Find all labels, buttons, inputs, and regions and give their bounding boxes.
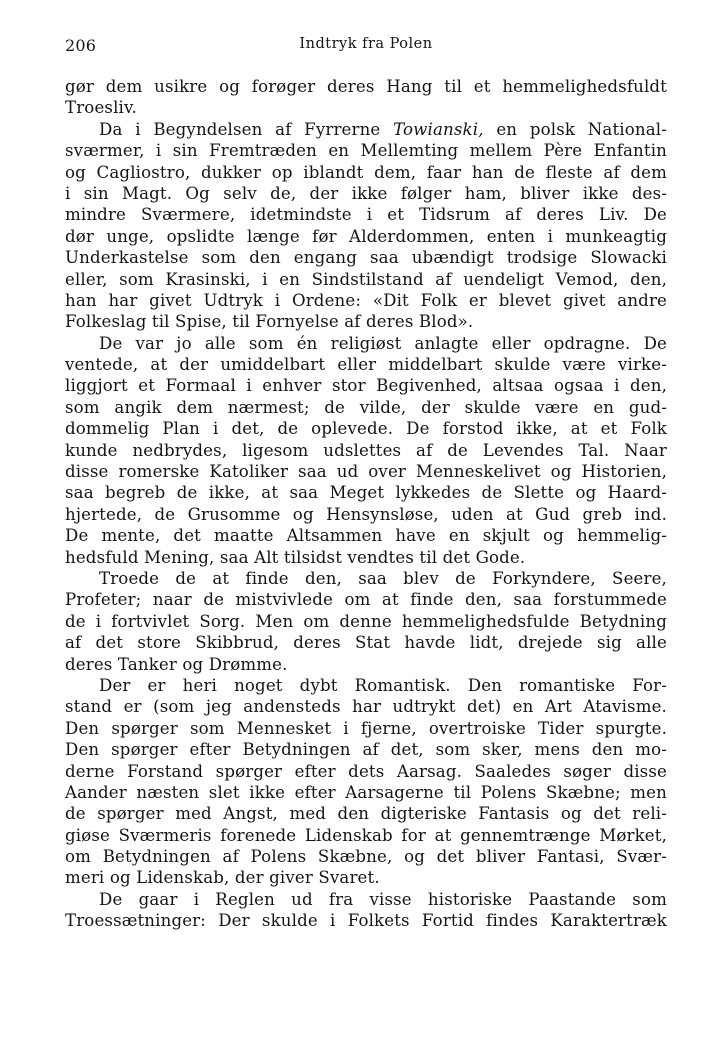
text-line: saa begreb de ikke, at saa Meget lykkedes de Slette og Haard- (65, 483, 667, 503)
text-line: Underkastelse som den engang saa ubændigt trodsige Slowacki (65, 248, 667, 268)
text-line: de i fortvivlet Sorg. Men om denne hemmelighedsfulde Betydning (65, 611, 667, 631)
text-line: Folkeslag til Spise, til Fornyelse af deres Blod». (65, 312, 474, 332)
text-line: De mente, det maatte Altsammen have en skjult og hemmelig- (65, 526, 667, 546)
text-line: deres Tanker og Drømme. (65, 654, 288, 674)
text-line: Troesliv. (65, 98, 137, 118)
text-line: som angik dem nærmest; de vilde, der skulde være en gud- (65, 397, 667, 417)
text-line: Den spørger efter Betydningen af det, som sker, mens den mo- (65, 740, 667, 760)
text-line: Der er heri noget dybt Romantisk. Den romantiske For- (99, 675, 667, 695)
text-line: eller, som Krasinski, i en Sindstilstand af uendeligt Vemod, den, (65, 269, 667, 289)
text-line: dør unge, opslidte længe før Alderdommen, enten i munkeagtig (65, 226, 667, 246)
text-line: De var jo alle som én religiøst anlagte eller opdragne. De (99, 333, 667, 353)
text-segment: Da i Begyndelsen af Fyrrerne (99, 119, 381, 139)
page-number: 206 (65, 36, 97, 55)
text-line: disse romerske Katoliker saa ud over Menneskelivet og Historien, (65, 462, 667, 482)
text-line: Troessætninger: Der skulde i Folkets Fortid findes Karaktertræk (65, 911, 667, 931)
page-header (65, 36, 667, 60)
text-line: Aander næsten slet ikke efter Aarsagerne til Polens Skæbne; men (65, 782, 667, 802)
text-line: stand er (som jeg andensteds har udtrykt det) en Art Atavisme. (65, 697, 667, 717)
text-line: han har givet Udtryk i Ordene: «Dit Folk er blevet givet andre (65, 290, 667, 310)
text-line: meri og Lidenskab, der giver Svaret. (65, 868, 380, 888)
text-segment: en polsk National- (496, 119, 667, 139)
text-line: i sin Magt. Og selv de, der ikke følger ham, bliver ikke des- (65, 183, 667, 203)
text-line: liggjort et Formaal i enhver stor Begivenhed, altsaa ogsaa i den, (65, 376, 667, 396)
text-line: af det store Skibbrud, deres Stat havde lidt, drejede sig alle (65, 633, 667, 653)
text-line: om Betydningen af Polens Skæbne, og det bliver Fantasi, Svær- (65, 847, 667, 867)
text-line: De gaar i Reglen ud fra visse historiske Paastande som (99, 889, 667, 909)
emphasized-name: Towianski, (393, 119, 484, 139)
text-line: Troede de at finde den, saa blev de Forkyndere, Seere, (99, 568, 667, 588)
body-text (65, 76, 667, 932)
text-line: hjertede, de Grusomme og Hensynsløse, uden at Gud greb ind. (65, 504, 667, 524)
text-line: gør dem usikre og forøger deres Hang til et hemmelighedsfuldt (65, 77, 667, 96)
text-line (65, 119, 667, 140)
text-line: mindre Sværmere, idetmindste i et Tidsrum af deres Liv. De (65, 205, 667, 225)
text-line: kunde nedbrydes, ligesom udslettes af de Levendes Tal. Naar (65, 440, 667, 460)
text-line: Den spørger som Mennesket i fjerne, overtroiske Tider spurgte. (65, 718, 667, 738)
running-title: Indtryk fra Polen (299, 36, 433, 52)
text-line: og Cagliostro, dukker op iblandt dem, faar han de fleste af dem (65, 162, 667, 182)
text-line: giøse Sværmeris forenede Lidenskab for at gennemtrænge Mørket, (65, 825, 667, 845)
text-line: hedsfuld Mening, saa Alt tilsidst vendtes til det Gode. (65, 547, 526, 567)
text-line: de spørger med Angst, med den digteriske Fantasis og det reli- (65, 804, 667, 824)
text-line: dommelig Plan i det, de oplevede. De forstod ikke, at et Folk (65, 419, 667, 439)
text-line: ventede, at der umiddelbart eller middelbart skulde være virke- (65, 355, 667, 375)
text-line: Profeter; naar de mistvivlede om at finde den, saa forstummede (65, 590, 667, 610)
text-line: sværmer, i sin Fremtræden en Mellemting mellem Père Enfantin (65, 141, 667, 161)
text-line: derne Forstand spørger efter dets Aarsag. Saaledes søger disse (65, 761, 667, 781)
